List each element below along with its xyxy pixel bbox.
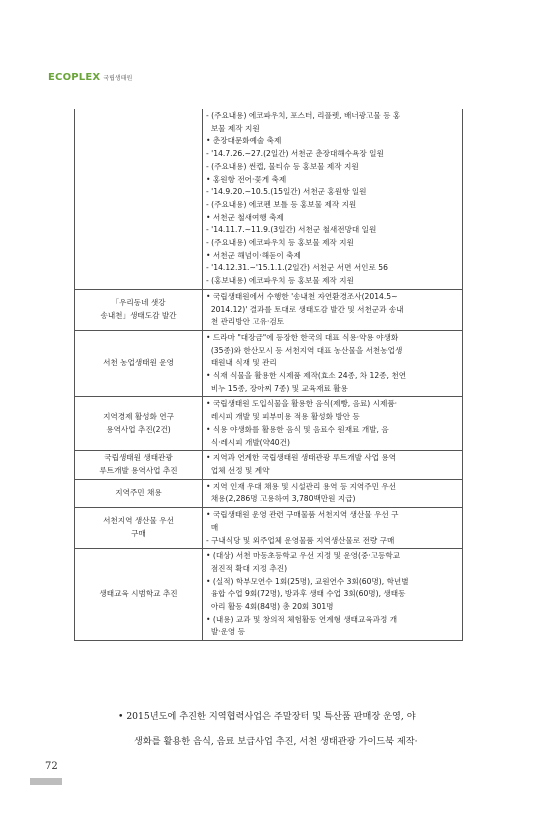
category-line: 서천지역 생산물 우선 bbox=[103, 516, 174, 526]
row-details bbox=[203, 109, 463, 289]
logo-wordmark: ECOPLEX bbox=[48, 71, 101, 83]
detail-line: • (실적) 학부모연수 1회(25명), 교원연수 3회(60명), 학년별 bbox=[206, 576, 409, 586]
detail-line: • 지역과 연계한 국립생태원 생태관광 루트개발 사업 용역 bbox=[206, 453, 397, 463]
detail-line: • 국립생태원에서 수행한 '송내천 자연환경조사(2014.5~ bbox=[206, 291, 398, 301]
detail-line: - '14.9.20.~10.5.(15일간) 서천군 홍원항 일원 bbox=[206, 187, 367, 197]
table-row bbox=[75, 508, 463, 549]
row-category bbox=[75, 109, 203, 289]
detail-line: • 식재 식물을 활용한 시제품 제작(효소 24종, 차 12종, 천연 bbox=[206, 371, 407, 381]
detail-line: 천 관리방안 고유·검토 bbox=[206, 317, 285, 327]
detail-line: (35종)와 한산모시 등 서천지역 대표 농산물을 서천농업생 bbox=[206, 345, 403, 355]
logo-subtitle: 국립생태원 bbox=[103, 74, 133, 82]
detail-line: - (주요내용) 썬캡, 물티슈 등 홍보물 제작 지원 bbox=[206, 161, 359, 171]
category-line: 구매 bbox=[131, 529, 146, 539]
detail-line: 비누 15종, 장아찌 7종) 및 교육재료 활용 bbox=[206, 383, 348, 393]
detail-line: 융합 수업 9회(72명), 방과후 생태 수업 3회(60명), 생태동 bbox=[206, 589, 406, 599]
table-row bbox=[75, 289, 463, 330]
detail-line: • 국립생태원 운영 관련 구매물품 서천지역 생산물 우선 구 bbox=[206, 510, 399, 520]
detail-line: 보물 제작 지원 bbox=[206, 123, 260, 133]
category-line: 서천 농업생태원 운영 bbox=[103, 358, 174, 368]
table-row bbox=[75, 479, 463, 507]
category-line: 지역주민 채용 bbox=[115, 488, 162, 498]
detail-line: - '14.12.31.~'15.1.1.(2일간) 서천군 서면 서인로 56 bbox=[206, 263, 388, 273]
table-row bbox=[75, 109, 463, 289]
row-category bbox=[75, 479, 203, 507]
row-category bbox=[75, 549, 203, 641]
detail-line: 2014.12)' 결과를 토대로 생태도감 발간 및 서천군과 송내 bbox=[206, 304, 404, 314]
category-line: 생태교육 시범학교 추진 bbox=[99, 589, 178, 599]
table-row bbox=[75, 397, 463, 451]
detail-line: • 지역 인재 우대 채용 및 시설관리 용역 등 지역주민 우선 bbox=[206, 481, 396, 491]
detail-line: • 홍원항 전어·꽃게 축제 bbox=[206, 174, 287, 184]
category-line: 국립생태원 생태관광 bbox=[104, 453, 173, 463]
detail-line: 아리 활동 4회(84명) 총 20회 301명 bbox=[206, 602, 334, 612]
row-details bbox=[203, 451, 463, 479]
row-details bbox=[203, 508, 463, 549]
category-line: 루트개발 용역사업 추진 bbox=[99, 465, 178, 475]
detail-line: - (홍보내용) 에코파우치 등 홍보물 제작 지원 bbox=[206, 276, 354, 286]
detail-line: - (주요내용) 에코파우치 등 홍보물 제작 지원 bbox=[206, 238, 354, 248]
detail-line: • 국립생태원 도입식물을 활용한 음식(제빵, 음료) 시제품· bbox=[206, 399, 398, 409]
row-category bbox=[75, 330, 203, 397]
row-details bbox=[203, 397, 463, 451]
category-line: 「우리동네 샛강 bbox=[111, 298, 166, 308]
row-category bbox=[75, 289, 203, 330]
detail-line: - '14.11.7.~11.9.(3일간) 서천군 철새전망대 일원 bbox=[206, 225, 377, 235]
project-table bbox=[74, 109, 463, 641]
detail-line: • (대상) 서천 마동초등학교 우선 지정 및 운영(중·고등학교 bbox=[206, 551, 401, 561]
category-line: 송내천」생태도감 발간 bbox=[100, 310, 177, 320]
detail-line: 채용(2,286명 고용하여 3,780백만원 지급) bbox=[206, 494, 356, 504]
detail-line: 식·레시피 개발(약40건) bbox=[206, 437, 290, 447]
detail-line: 태원내 식재 및 관리 bbox=[206, 358, 277, 368]
detail-line: - (주요내용) 에코파우치, 포스터, 리플렛, 배너광고물 등 홍 bbox=[206, 111, 401, 120]
category-line: 용역사업 추진(2건) bbox=[106, 424, 171, 434]
row-details bbox=[203, 479, 463, 507]
detail-line: 업체 선정 및 계약 bbox=[206, 465, 270, 475]
table-row bbox=[75, 549, 463, 641]
row-details bbox=[203, 330, 463, 397]
row-details bbox=[203, 549, 463, 641]
detail-line: • 식용 야생화를 활용한 음식 및 음료수 원재료 개발, 음 bbox=[206, 424, 389, 434]
detail-line: - '14.7.26.~27.(2일간) 서천군 춘장대해수욕장 일원 bbox=[206, 149, 384, 159]
detail-line: 발·운영 등 bbox=[206, 627, 245, 637]
detail-line: 매 bbox=[206, 522, 219, 532]
page-number: 72 bbox=[45, 761, 58, 772]
row-details bbox=[203, 289, 463, 330]
row-category bbox=[75, 508, 203, 549]
detail-line: • 서천군 해넘이·해돋이 축제 bbox=[206, 250, 301, 260]
row-category bbox=[75, 397, 203, 451]
detail-line: • 춘장대문화예술 축제 bbox=[206, 136, 282, 146]
detail-line: - 구내식당 및 외주업체 운영물품 지역생산물로 전량 구매 bbox=[206, 535, 395, 545]
detail-line: • 서천군 철새여행 축제 bbox=[206, 212, 284, 222]
body-paragraph-line-2: 생화를 활용한 음식, 음료 보급사업 추진, 서천 생태관광 가이드북 제작· bbox=[134, 736, 418, 747]
detail-line: - (주요내용) 에코펜 보틀 등 홍보물 제작 지원 bbox=[206, 199, 357, 209]
row-category bbox=[75, 451, 203, 479]
body-paragraph-line-1: • 2015년도에 추진한 지역협력사업은 주말장터 및 특산품 판매장 운영, 야 bbox=[118, 711, 416, 722]
detail-line: • (내용) 교과 및 창의적 체험활동 연계형 생태교육과정 개 bbox=[206, 614, 398, 624]
detail-line: 점진적 확대 지정 추진) bbox=[206, 563, 288, 573]
footer-bar bbox=[30, 778, 62, 785]
logo bbox=[48, 69, 132, 85]
category-line: 지역경제 활성화 연구 bbox=[103, 412, 174, 422]
detail-line: 레시피 개발 및 피부미용 적용 활성화 방안 등 bbox=[206, 412, 360, 422]
table-row bbox=[75, 451, 463, 479]
detail-line: • 드라마 "대장금"에 등장한 한국의 대표 식용·약용 야생화 bbox=[206, 332, 399, 342]
table-row bbox=[75, 330, 463, 397]
